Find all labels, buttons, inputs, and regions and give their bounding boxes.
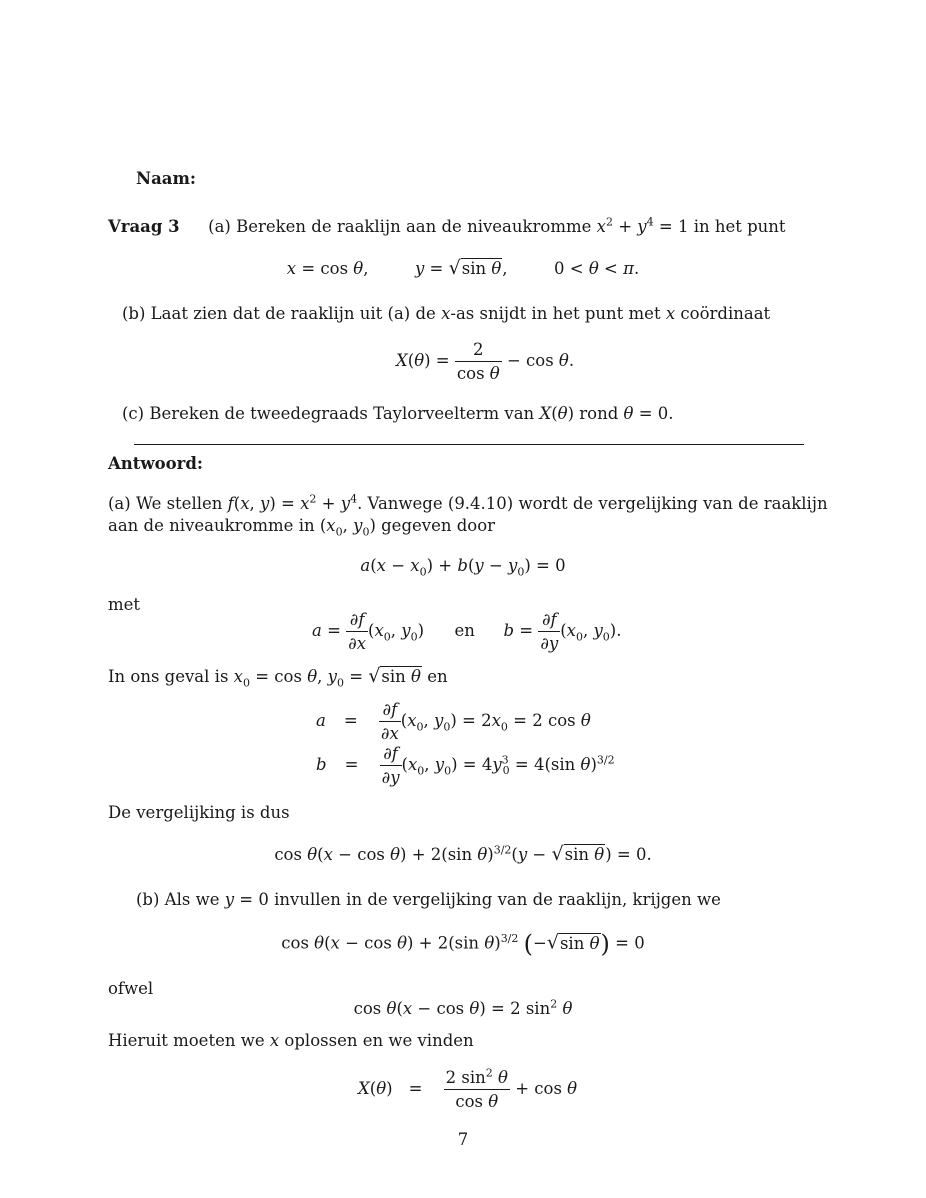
part-a-formula: $x^2 + y^4 = 1$: [596, 215, 694, 236]
in-ons-geval-line: In ons geval is $x_0 = \cos \theta$, $y_0 = √\sin$ θ en: [108, 665, 448, 690]
de-vergelijking-label: De vergelijking is dus: [108, 803, 290, 822]
substituted-equation: cos θ(x − cos θ) + 2(sin θ)$^{3/2}$ (−√sin θ) = 0: [281, 930, 645, 958]
question-label: Vraag 3: [108, 217, 180, 236]
partial-definitions: a = $\frac{\partial f}{\partial x}$ ($x_0$, $y_0$) en b = $\frac{\partial f}{\partial y}$ ($x_0$, $y_0$).: [312, 610, 622, 653]
name-label: Naam:: [136, 169, 197, 188]
partial-b-computation: b = $\frac{\partial f}{\partial y}$ ($x_0$, $y_0) = 4y^3_0 = 4(\sin$ θ)$^{3/2}$: [316, 744, 615, 787]
page-number: 7: [457, 1130, 469, 1149]
met-label: met: [108, 595, 141, 614]
part-a-text: (a) Bereken de raaklijn aan de niveaukromme: [208, 217, 592, 236]
tangent-general-equation: $a(x - x_0) + b(y - y_0) = 0$: [360, 556, 566, 579]
part-a-tail: in het punt: [693, 217, 786, 236]
section-divider: [134, 444, 804, 445]
simplified-equation: cos θ(x − cos θ) = 2 $\sin^2 \theta$: [353, 997, 573, 1018]
point-equation: x = cos θ, y = √sin θ, 0 < θ < π.: [286, 257, 640, 279]
answer-heading: Antwoord:: [108, 454, 203, 473]
hieruit-line: Hieruit moeten we x oplossen en we vinden: [108, 1031, 474, 1050]
answer-a-line1: (a) We stellen f(x, $y) = x^2 + y^4$. Vanwege (9.4.10) wordt de vergelijking van de raaklijn: [108, 492, 828, 513]
answer-a-line2: aan de niveaukromme in ($x_0$, $y_0$) gegeven door: [108, 516, 496, 539]
partial-a-computation: a = $\frac{\partial f}{\partial x}$ ($x_0$, $y_0) = 2x_0 = 2$ cos θ: [316, 700, 591, 743]
x-theta-definition: X(θ) = $\frac{2}{\text{cos θ}}$ − cos θ.: [396, 340, 575, 383]
answer-b-intro: (b) Als we y = 0 invullen in de vergelijking van de raaklijn, krijgen we: [136, 890, 721, 909]
question-line-c: (c) Bereken de tweedegraads Taylorveelterm van X(θ) rond θ = 0.: [122, 404, 674, 423]
ofwel-label: ofwel: [108, 979, 154, 998]
tangent-equation: cos θ(x − cos θ) + 2(sin θ)$^{3/2}$(y − √sin θ) = 0.: [274, 843, 652, 865]
question-line-b: (b) Laat zien dat de raaklijn uit (a) de x-as snijdt in het punt met x coördinaat: [122, 304, 771, 323]
question-line-a: [108, 215, 786, 236]
x-theta-result: X(θ) = $\frac{2 \sin^2 \theta}{\text{cos θ}}$ + cos θ: [358, 1066, 578, 1111]
